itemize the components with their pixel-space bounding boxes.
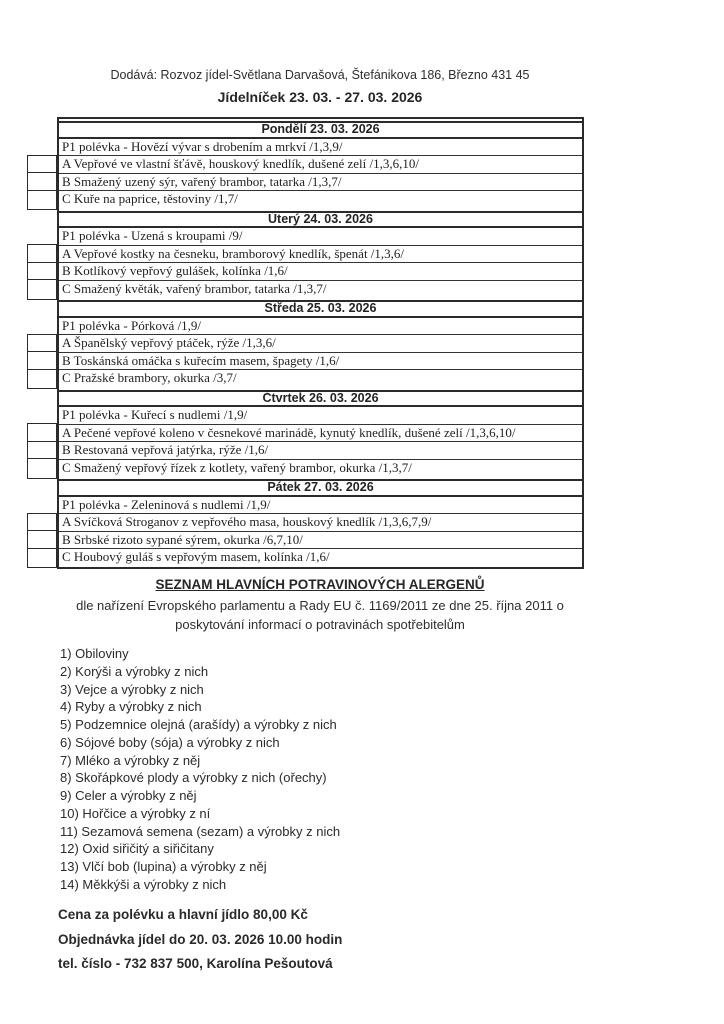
menu-item-text: A Španělský vepřový ptáček, rýže /1,3,6/ xyxy=(62,335,276,350)
allergen-item: 10) Hořčice a výrobky z ní xyxy=(60,805,211,821)
menu-row-a xyxy=(59,246,582,264)
menu-row-soup xyxy=(59,139,582,157)
menu-item-text: A Vepřové ve vlastní šťávě, houskový knedlík, dušené zelí /1,3,6,10/ xyxy=(62,156,419,171)
menu-row-soup xyxy=(59,318,582,336)
menu-row-b xyxy=(59,353,582,371)
day-header: Pondělí 23. 03. 2026 xyxy=(59,121,582,139)
day-header: Čtvrtek 26. 03. 2026 xyxy=(59,390,582,408)
day-section-wednesday xyxy=(59,300,582,388)
menu-item-text: C Smažený květák, vařený brambor, tatarka /1,3,7/ xyxy=(62,280,327,296)
day-section-monday xyxy=(59,121,582,209)
allergen-list xyxy=(60,645,340,894)
menu-item-text: P1 polévka - Hovězí vývar s drobením a mrkví /1,3,9/ xyxy=(62,138,343,154)
menu-row-c xyxy=(59,281,582,299)
allergen-item: 8) Skořápkové plody a výrobky z nich (ořechy) xyxy=(60,770,327,786)
allergen-item: 3) Vejce a výrobky z nich xyxy=(60,681,204,697)
day-header: Pátek 27. 03. 2026 xyxy=(59,479,582,497)
day-header: Úterý 24. 03. 2026 xyxy=(59,211,582,229)
menu-row-b xyxy=(59,442,582,460)
menu-item-text: P1 polévka - Kuřecí s nudlemi /1,9/ xyxy=(62,407,248,422)
allergen-item: 12) Oxid siřičitý a siřičitany xyxy=(60,841,214,857)
allergen-title: SEZNAM HLAVNÍCH POTRAVINOVÝCH ALERGENŮ xyxy=(155,577,485,592)
menu-item-text: A Svíčková Stroganov z vepřového masa, houskový knedlík /1,3,6,7,9/ xyxy=(62,514,432,529)
menu-item-text: C Smažený vepřový řízek z kotlety, vařený brambor, okurka /1,3,7/ xyxy=(62,459,412,475)
menu-item-text: C Kuře na paprice, těstoviny /1,7/ xyxy=(62,191,238,206)
menu-row-soup xyxy=(59,497,582,515)
allergen-item: 7) Mléko a výrobky z něj xyxy=(60,752,201,768)
menu-item-text: P1 polévka - Zeleninová s nudlemi /1,9/ xyxy=(62,496,271,512)
menu-item-text: P1 polévka - Pórková /1,9/ xyxy=(62,317,202,333)
menu-row-c xyxy=(59,370,582,388)
allergen-subtitle-line1: dle nařízení Evropského parlamentu a Rady EU č. 1169/2011 ze dne 25. října 2011 o xyxy=(76,598,564,613)
order-checkbox xyxy=(27,458,57,479)
allergen-item: 5) Podzemnice olejná (arašídy) a výrobky z nich xyxy=(60,717,337,732)
allergen-item: 1) Obiloviny xyxy=(60,646,129,661)
menu-row-c xyxy=(59,460,582,478)
allergen-item: 2) Korýši a výrobky z nich xyxy=(60,663,209,679)
price-line: Cena za polévku a hlavní jídlo 80,00 Kč xyxy=(58,907,308,922)
menu-item-text: B Smažený uzený sýr, vařený brambor, tatarka /1,3,7/ xyxy=(62,173,342,189)
menu-item-text: A Pečené vepřové koleno v česnekové marinádě, kynutý knedlík, dušené zelí /1,3,6,10/ xyxy=(62,424,516,440)
allergen-subtitle-line2: poskytování informací o potravinách spotřebitelům xyxy=(175,617,465,632)
menu-row-b xyxy=(59,532,582,550)
menu-item-text: A Vepřové kostky na česneku, bramborový knedlík, špenát /1,3,6/ xyxy=(62,245,405,261)
menu-item-text: C Houbový guláš s vepřovým masem, kolínka /1,6/ xyxy=(62,549,330,564)
phone-line: tel. číslo - 732 837 500, Karolína Pešoutová xyxy=(58,956,333,971)
supplier-line: Dodává: Rozvoz jídel-Světlana Darvašová, Štefánikova 186, Březno 431 45 xyxy=(110,68,530,82)
menu-title: Jídelníček 23. 03. - 27. 03. 2026 xyxy=(217,89,423,105)
day-header: Středa 25. 03. 2026 xyxy=(59,300,582,318)
menu-row-b xyxy=(59,174,582,192)
menu-item-text: B Restovaná vepřová jatýrka, rýže /1,6/ xyxy=(62,442,269,457)
menu-table xyxy=(57,117,584,569)
allergen-item: 13) Vlčí bob (lupina) a výrobky z něj xyxy=(60,859,267,874)
day-section-friday xyxy=(59,479,582,567)
menu-row-a xyxy=(59,335,582,353)
menu-row-a xyxy=(59,514,582,532)
day-section-thursday xyxy=(59,390,582,478)
menu-row-c xyxy=(59,549,582,567)
menu-item-text: C Pražské brambory, okurka /3,7/ xyxy=(62,370,237,385)
allergen-item: 9) Celer a výrobky z něj xyxy=(60,788,197,803)
menu-item-text: B Srbské rizoto sypané sýrem, okurka /6,7,10/ xyxy=(62,531,303,547)
menu-row-soup xyxy=(59,228,582,246)
menu-item-text: B Kotlíkový vepřový gulášek, kolínka /1,6/ xyxy=(62,263,288,278)
allergen-item: 11) Sezamová semena (sezam) a výrobky z nich xyxy=(60,823,341,839)
menu-row-c xyxy=(59,191,582,209)
order-checkbox xyxy=(27,548,57,569)
menu-row-a xyxy=(59,156,582,174)
order-checkbox xyxy=(27,369,57,390)
allergen-item: 6) Sójové boby (sója) a výrobky z nich xyxy=(60,734,280,750)
day-section-tuesday xyxy=(59,211,582,299)
menu-row-a xyxy=(59,425,582,443)
order-checkbox xyxy=(27,190,57,211)
order-deadline-line: Objednávka jídel do 20. 03. 2026 10.00 hodin xyxy=(58,931,343,947)
footer-block xyxy=(58,903,342,977)
menu-row-soup xyxy=(59,407,582,425)
order-checkbox xyxy=(27,279,57,300)
menu-item-text: P1 polévka - Uzená s kroupami /9/ xyxy=(62,228,243,243)
allergen-item: 4) Ryby a výrobky z nich xyxy=(60,699,202,715)
allergen-item: 14) Měkkýši a výrobky z nich xyxy=(60,876,227,892)
menu-item-text: B Toskánská omáčka s kuřecím masem, špagety /1,6/ xyxy=(62,352,340,368)
menu-row-b xyxy=(59,263,582,281)
